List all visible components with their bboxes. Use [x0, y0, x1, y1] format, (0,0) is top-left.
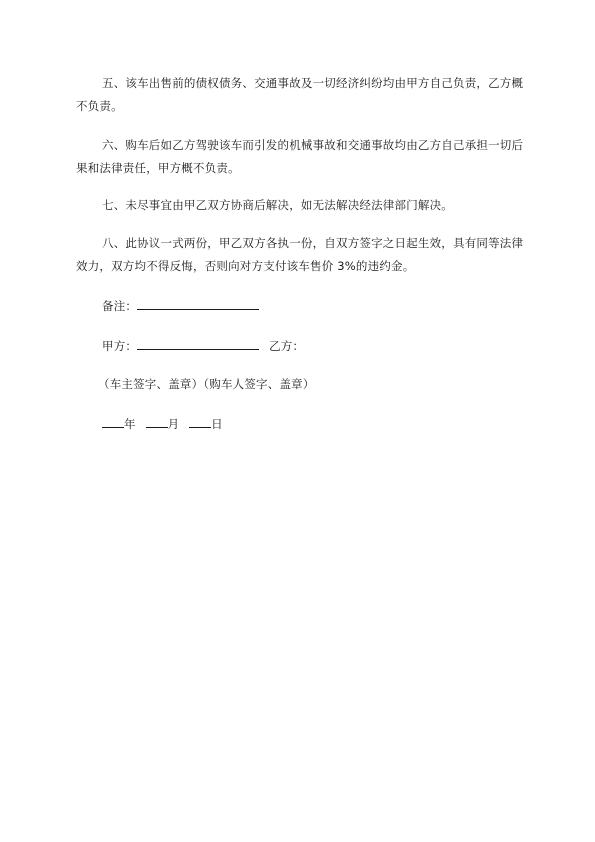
note-line — [102, 296, 259, 316]
note-blank[interactable] — [137, 296, 259, 310]
month-blank[interactable] — [146, 414, 168, 428]
note-label: 备注： — [102, 299, 138, 313]
party-a-blank[interactable] — [137, 336, 259, 350]
day-blank[interactable] — [189, 414, 211, 428]
clause-eight: 八、此协议一式两份，甲乙双方各执一份，自双方签字之日起生效，具有同等法律效力，双方均不得反悔，否则向对方支付该车售价 3%的违约金。 — [76, 236, 524, 273]
month-label: 月 — [167, 417, 180, 431]
day-label: 日 — [211, 417, 223, 431]
date-line — [102, 414, 223, 434]
stamp-line: （车主签字、盖章）（购车人签字、盖章） — [98, 377, 315, 391]
party-a-label: 甲方： — [102, 339, 138, 353]
party-line — [102, 336, 304, 356]
clause-seven: 七、未尽事宜由甲乙双方协商后解决，如无法解决经法律部门解决。 — [102, 198, 453, 212]
year-blank[interactable] — [102, 414, 124, 428]
party-b-label: 乙方： — [269, 339, 305, 353]
clause-five: 五、该车出售前的债权债务、交通事故及一切经济纠纷均由甲方自己负责，乙方概不负责。 — [76, 76, 524, 113]
year-label: 年 — [124, 417, 136, 431]
clause-six: 六、购车后如乙方驾驶该车而引发的机械事故和交通事故均由乙方自己承担一切后果和法律责任，甲方概不负责。 — [76, 138, 524, 175]
